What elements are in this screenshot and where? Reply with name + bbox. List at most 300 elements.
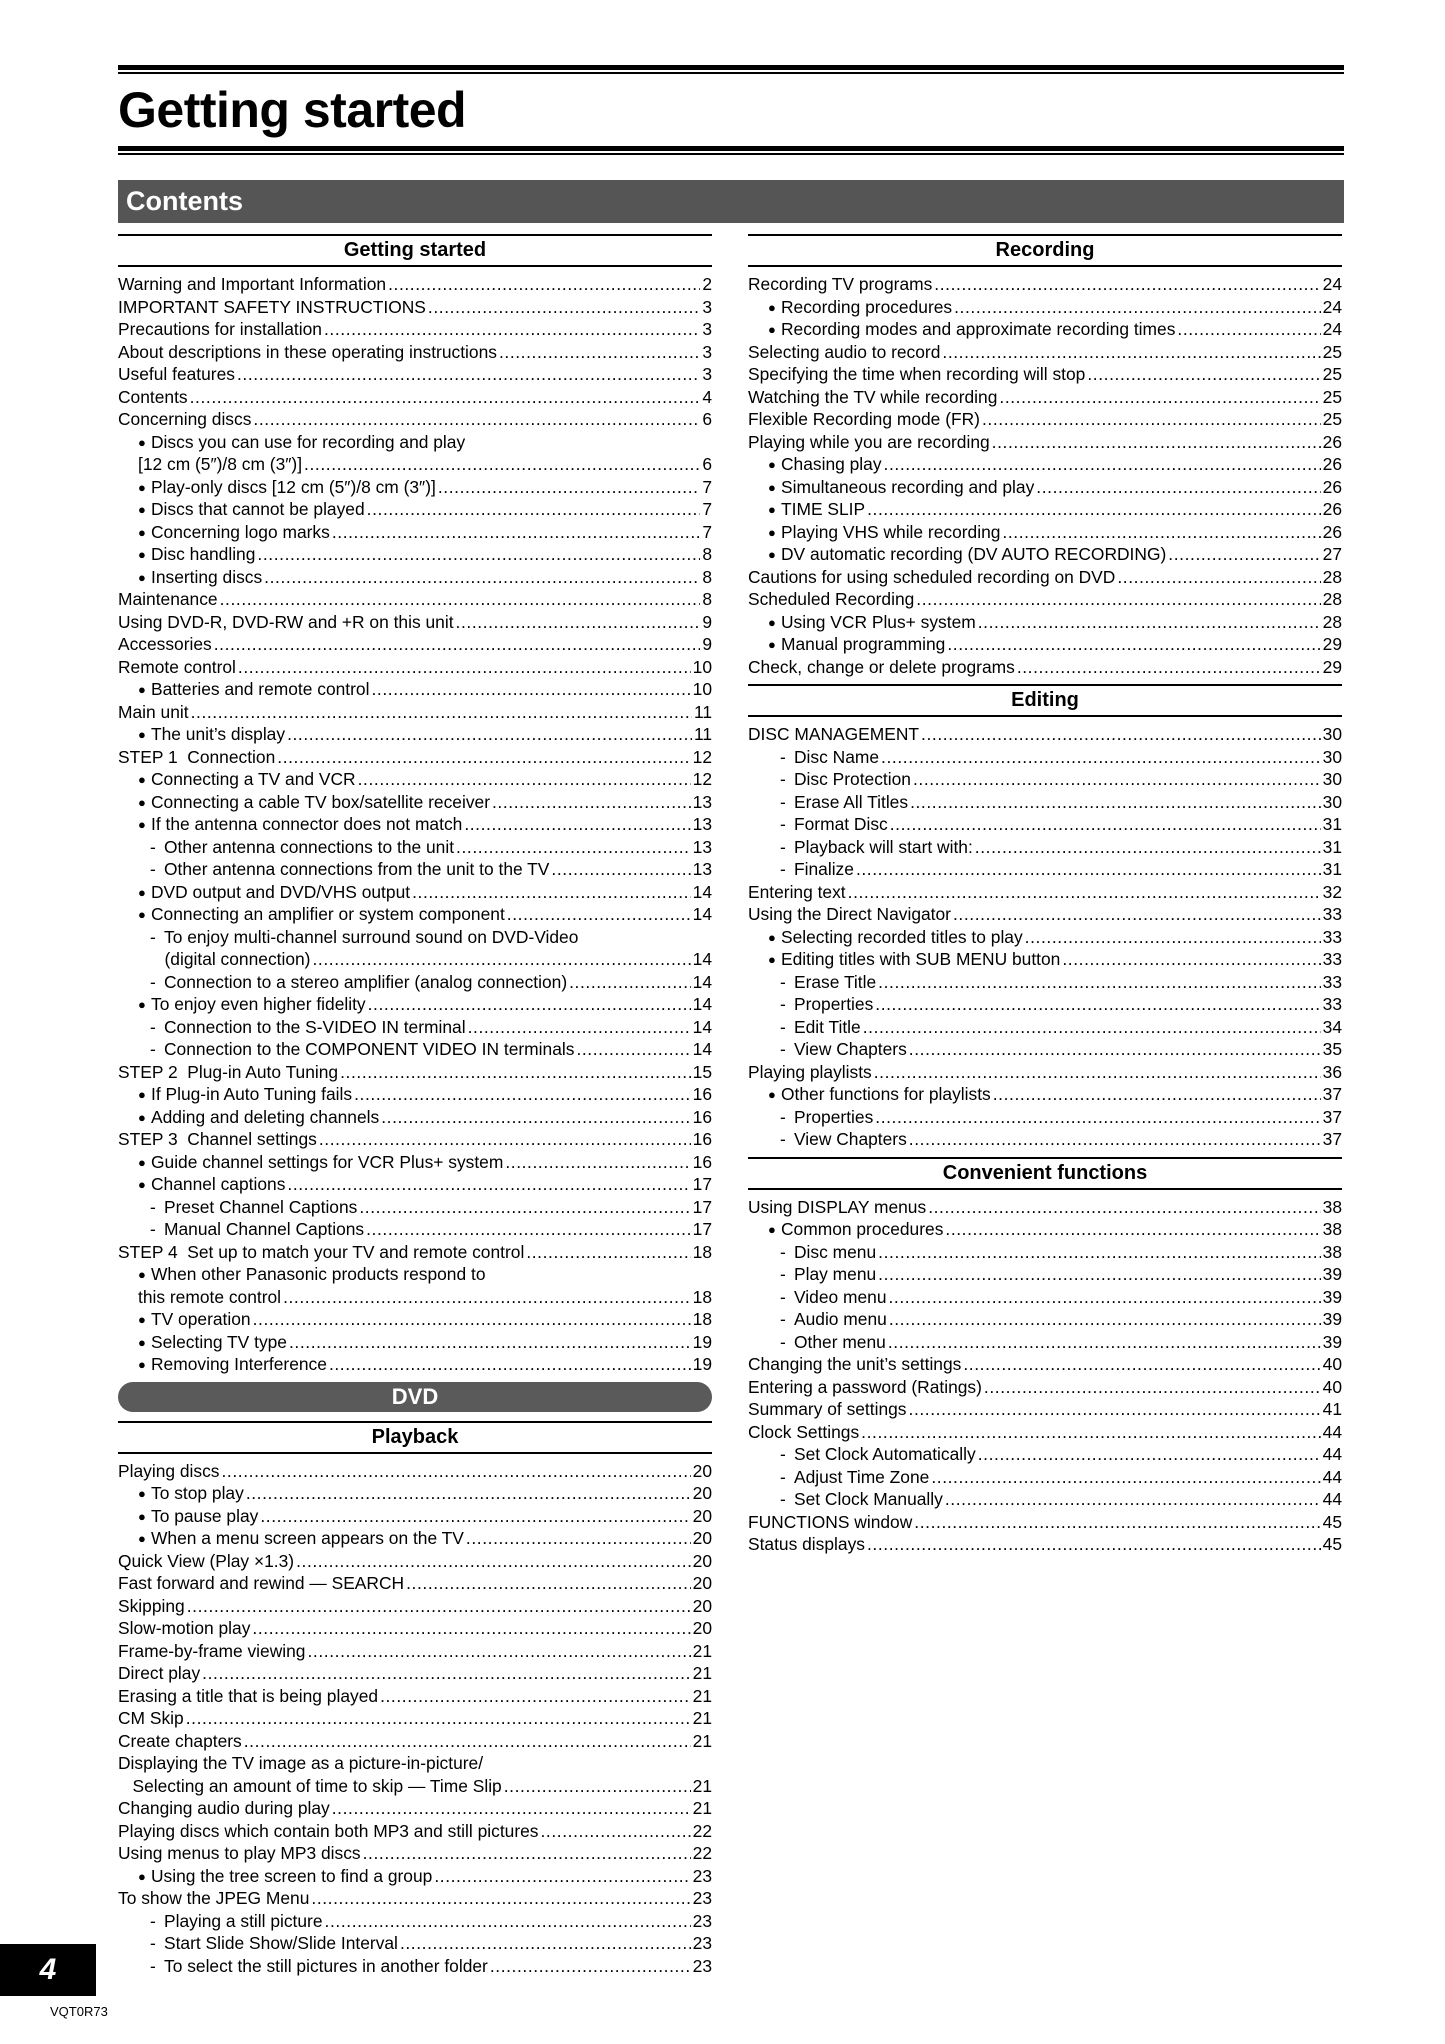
toc-entry-label xyxy=(138,431,465,455)
toc-entry-label xyxy=(748,1061,872,1084)
dot-leader xyxy=(569,971,691,994)
toc-entry xyxy=(118,431,712,454)
bullet-icon: ● xyxy=(768,479,776,495)
toc-entry-text: Entering a password (Ratings) xyxy=(748,1376,982,1397)
toc-page-number: 9 xyxy=(702,634,712,654)
toc-entry-label xyxy=(768,926,1023,950)
bullet-icon: ● xyxy=(138,997,146,1012)
toc-list xyxy=(118,273,712,1376)
toc-entry-text: To pause play xyxy=(151,1505,259,1526)
dot-leader xyxy=(1002,521,1320,544)
toc-entry xyxy=(118,1887,712,1910)
dot-leader xyxy=(354,1083,691,1106)
dot-leader xyxy=(874,1061,1321,1084)
dot-leader xyxy=(264,566,700,589)
toc-entry-text: Simultaneous recording and play xyxy=(781,476,1035,497)
toc-entry xyxy=(118,1955,712,1978)
dot-leader xyxy=(875,993,1320,1016)
toc-page-number: 16 xyxy=(692,1084,712,1104)
toc-entry xyxy=(118,1286,712,1309)
toc-entry-text: Set Clock Manually xyxy=(794,1489,943,1509)
toc-entry-label xyxy=(748,1353,961,1376)
toc-entry-label xyxy=(138,881,410,905)
toc-page-number: 40 xyxy=(1322,1354,1342,1374)
toc-entry-text: If the antenna connector does not match xyxy=(151,814,463,834)
toc-entry xyxy=(748,341,1342,364)
toc-page-number: 8 xyxy=(702,566,712,587)
dot-leader xyxy=(186,1707,691,1730)
toc-page-number: 30 xyxy=(1322,724,1342,744)
toc-entry xyxy=(748,903,1342,926)
toc-entry xyxy=(748,1533,1342,1556)
toc-entry xyxy=(118,341,712,364)
toc-page-number: 44 xyxy=(1322,1444,1342,1464)
dot-leader xyxy=(283,1286,691,1309)
toc-entry xyxy=(748,273,1342,296)
toc-entry-text: Entering text xyxy=(748,881,846,902)
dot-leader xyxy=(856,858,1321,881)
toc-entry-text: Channel captions xyxy=(151,1174,286,1194)
dot-leader xyxy=(1017,656,1321,679)
toc-entry-label xyxy=(138,1308,251,1332)
toc-entry xyxy=(748,993,1342,1016)
toc-entry-label xyxy=(118,1775,502,1798)
toc-page-number: 3 xyxy=(702,341,712,362)
toc-entry xyxy=(748,1016,1342,1039)
toc-entry-text: Adding and deleting channels xyxy=(151,1106,380,1127)
toc-page-number: 37 xyxy=(1322,1084,1342,1104)
toc-page-number: 11 xyxy=(693,701,712,722)
dash-icon: - xyxy=(780,994,786,1014)
toc-page-number: 10 xyxy=(692,679,712,699)
toc-entry xyxy=(118,386,712,409)
toc-page-number: 14 xyxy=(692,1039,712,1059)
toc-entry-label xyxy=(768,611,976,635)
dot-leader xyxy=(867,498,1321,521)
dot-leader xyxy=(244,1730,691,1753)
toc-entry-label xyxy=(150,1955,488,1978)
toc-entry xyxy=(748,1488,1342,1511)
dash-icon: - xyxy=(780,1129,786,1149)
toc-entry-label xyxy=(150,1196,357,1219)
dot-leader xyxy=(412,881,691,904)
toc-entry xyxy=(118,1685,712,1708)
dot-leader xyxy=(1168,543,1320,566)
toc-entry xyxy=(118,813,712,836)
toc-entry-label xyxy=(150,971,567,994)
dot-leader xyxy=(928,1196,1320,1219)
toc-entry-text: Playing a still picture xyxy=(164,1910,323,1931)
bullet-icon: ● xyxy=(768,299,776,315)
bullet-icon: ● xyxy=(138,569,146,585)
dot-leader xyxy=(252,1617,690,1640)
dot-leader xyxy=(340,1061,691,1084)
toc-page-number: 38 xyxy=(1322,1241,1342,1262)
toc-page-number: 2 xyxy=(702,274,712,294)
toc-entry-label xyxy=(780,1241,876,1264)
dvd-banner: DVD xyxy=(118,1382,712,1412)
toc-entry-text: Connecting a TV and VCR xyxy=(151,769,356,789)
toc-entry xyxy=(118,836,712,859)
dot-leader xyxy=(889,1286,1321,1309)
toc-page-number: 8 xyxy=(702,544,712,564)
bullet-icon: ● xyxy=(138,547,146,562)
toc-entry-text: Audio menu xyxy=(794,1309,887,1329)
toc-entry-label xyxy=(780,791,908,814)
toc-entry xyxy=(748,453,1342,476)
toc-entry-label xyxy=(118,633,212,656)
dot-leader xyxy=(260,1505,690,1528)
toc-entry xyxy=(748,656,1342,679)
dot-leader xyxy=(381,1106,690,1129)
dot-leader xyxy=(978,1443,1321,1466)
dot-leader xyxy=(504,1775,691,1798)
toc-entry-label xyxy=(138,498,365,522)
dot-leader xyxy=(875,1106,1320,1129)
toc-list xyxy=(748,1196,1342,1556)
toc-entry-label xyxy=(118,1685,378,1708)
toc-entry-text: Manual programming xyxy=(781,634,946,654)
toc-page-number: 33 xyxy=(1322,971,1342,992)
toc-page-number: 13 xyxy=(692,836,712,857)
toc-entry-label xyxy=(138,1527,464,1551)
toc-page-number: 45 xyxy=(1322,1511,1342,1532)
dot-leader xyxy=(945,1488,1321,1511)
toc-page-number: 44 xyxy=(1322,1489,1342,1509)
toc-page-number: 16 xyxy=(692,1151,712,1172)
dot-leader xyxy=(191,701,692,724)
toc-page-number: 3 xyxy=(702,364,712,384)
toc-entry-label xyxy=(748,273,932,296)
toc-entry xyxy=(748,836,1342,859)
dash-icon: - xyxy=(780,814,786,834)
dot-leader xyxy=(428,296,700,319)
dash-icon: - xyxy=(150,1039,156,1059)
toc-page-number: 28 xyxy=(1322,566,1342,587)
dash-icon: - xyxy=(780,1016,786,1037)
toc-entry-label xyxy=(118,1752,483,1775)
toc-page-number: 44 xyxy=(1322,1466,1342,1487)
toc-entry-text: Start Slide Show/Slide Interval xyxy=(164,1933,398,1953)
top-rule-thin xyxy=(118,72,1344,74)
toc-entry xyxy=(748,408,1342,431)
toc-entry-text: Flexible Recording mode (FR) xyxy=(748,409,980,429)
dot-leader xyxy=(311,1887,690,1910)
toc-entry-label xyxy=(118,1662,200,1685)
toc-page-number: 21 xyxy=(692,1775,712,1796)
toc-entry xyxy=(118,768,712,791)
toc-page-number: 35 xyxy=(1322,1039,1342,1059)
toc-entry-text: Using menus to play MP3 discs xyxy=(118,1843,361,1863)
dot-leader xyxy=(881,746,1321,769)
toc-entry-label xyxy=(150,1910,323,1933)
toc-entry xyxy=(748,611,1342,634)
bullet-icon: ● xyxy=(768,637,776,652)
dot-leader xyxy=(1025,926,1321,949)
contents-heading: Contents xyxy=(118,180,1344,223)
toc-page-number: 30 xyxy=(1322,746,1342,767)
toc-entry xyxy=(748,1511,1342,1534)
toc-page-number: 26 xyxy=(1322,454,1342,474)
toc-entry xyxy=(118,1550,712,1573)
dot-leader xyxy=(978,611,1321,634)
toc-entry xyxy=(118,948,712,971)
document-code: VQT0R73 xyxy=(50,2004,108,2019)
toc-entry-text: Remote control xyxy=(118,656,236,677)
bullet-icon: ● xyxy=(138,1109,146,1125)
toc-entry-label xyxy=(138,1151,503,1175)
toc-page-number: 37 xyxy=(1322,1106,1342,1127)
bullet-icon: ● xyxy=(768,952,776,967)
toc-entry-label xyxy=(138,1083,352,1107)
toc-entry-text: Recording TV programs xyxy=(748,274,933,294)
toc-entry-label xyxy=(138,791,490,815)
toc-entry xyxy=(118,791,712,814)
toc-entry-label xyxy=(118,1128,317,1151)
toc-entry-label xyxy=(118,1887,309,1910)
dot-leader xyxy=(1087,363,1320,386)
toc-entry-label xyxy=(768,498,865,522)
toc-entry xyxy=(118,993,712,1016)
toc-entry-text: Using the tree screen to find a group xyxy=(151,1865,433,1886)
dot-leader xyxy=(863,1016,1321,1039)
bullet-icon: ● xyxy=(138,1531,146,1546)
toc-page-number: 20 xyxy=(692,1528,712,1548)
dash-icon: - xyxy=(780,1286,786,1307)
toc-page-number: 21 xyxy=(692,1708,712,1728)
toc-entry-label xyxy=(768,633,945,657)
toc-entry-text: Other antenna connections from the unit to the TV xyxy=(164,859,550,879)
toc-entry-text: TIME SLIP xyxy=(781,499,866,519)
dot-leader xyxy=(358,768,691,791)
toc-entry-text: Concerning discs xyxy=(118,409,252,429)
bullet-icon: ● xyxy=(138,1312,146,1327)
toc-page-number: 23 xyxy=(692,1955,712,1976)
toc-entry-label xyxy=(138,1505,258,1529)
toc-entry-text: Specifying the time when recording will stop xyxy=(748,364,1086,384)
toc-entry-label xyxy=(138,543,255,567)
dot-leader xyxy=(1036,476,1320,499)
dot-leader xyxy=(287,723,692,746)
dot-leader xyxy=(257,543,700,566)
toc-entry-label xyxy=(748,881,846,904)
toc-entry-text: Other functions for playlists xyxy=(781,1084,991,1104)
toc-page-number: 20 xyxy=(692,1595,712,1616)
toc-entry-label xyxy=(768,521,1000,545)
toc-entry-text: Concerning logo marks xyxy=(151,521,330,542)
toc-entry xyxy=(748,431,1342,454)
toc-entry-label xyxy=(780,1488,943,1511)
toc-entry-text: To enjoy even higher fidelity xyxy=(151,994,366,1014)
toc-page-number: 37 xyxy=(1322,1129,1342,1149)
toc-entry xyxy=(118,1128,712,1151)
toc-entry xyxy=(118,453,712,476)
toc-entry xyxy=(748,1376,1342,1399)
toc-entry-label xyxy=(138,1482,244,1506)
toc-entry xyxy=(748,498,1342,521)
dash-icon: - xyxy=(780,836,786,857)
toc-page-number: 22 xyxy=(692,1820,712,1841)
toc-page-number: 11 xyxy=(693,724,712,744)
toc-entry-label xyxy=(138,1263,486,1287)
toc-page-number: 40 xyxy=(1322,1376,1342,1397)
dot-leader xyxy=(214,633,701,656)
toc-entry xyxy=(748,386,1342,409)
toc-entry xyxy=(748,1218,1342,1241)
toc-entry xyxy=(748,813,1342,836)
dot-leader xyxy=(400,1932,691,1955)
toc-entry-text: Scheduled Recording xyxy=(748,589,915,609)
toc-entry-text: Erase All Titles xyxy=(794,791,909,812)
toc-page-number: 9 xyxy=(702,611,712,632)
toc-entry-text: Playing discs xyxy=(118,1460,220,1481)
toc-page-number: 15 xyxy=(692,1061,712,1082)
toc-entry-text: Playing playlists xyxy=(748,1061,872,1082)
dot-leader xyxy=(492,791,691,814)
toc-entry xyxy=(748,1443,1342,1466)
toc-page-number: 14 xyxy=(692,881,712,902)
toc-page-number: 19 xyxy=(692,1354,712,1374)
dot-leader xyxy=(1117,566,1320,589)
dot-leader xyxy=(187,1595,691,1618)
toc-entry-text: Selecting audio to record xyxy=(748,341,941,362)
dot-leader xyxy=(884,453,1321,476)
toc-entry xyxy=(748,1421,1342,1444)
dot-leader xyxy=(466,1527,691,1550)
dot-leader xyxy=(490,1955,691,1978)
toc-entry-label xyxy=(138,813,462,837)
page-title: Getting started xyxy=(118,82,467,138)
toc-entry xyxy=(118,1308,712,1331)
toc-entry-label xyxy=(780,1106,873,1129)
toc-entry xyxy=(118,858,712,881)
dot-leader xyxy=(999,386,1320,409)
dot-leader xyxy=(888,1331,1321,1354)
toc-entry xyxy=(118,1640,712,1663)
toc-entry xyxy=(748,1196,1342,1219)
toc-entry-text: Adjust Time Zone xyxy=(794,1466,930,1487)
dot-leader xyxy=(359,1196,690,1219)
dash-icon: - xyxy=(780,859,786,879)
toc-page-number: 28 xyxy=(1322,589,1342,609)
dash-icon: - xyxy=(780,971,786,992)
toc-entry xyxy=(748,363,1342,386)
toc-entry xyxy=(118,656,712,679)
toc-page-number: 33 xyxy=(1322,904,1342,924)
toc-page-number: 33 xyxy=(1322,994,1342,1014)
toc-entry-text: Properties xyxy=(794,994,874,1014)
dash-icon: - xyxy=(780,1106,786,1127)
toc-entry-label xyxy=(138,521,330,545)
toc-page-number: 33 xyxy=(1322,949,1342,969)
toc-entry-label xyxy=(780,1016,861,1039)
toc-entry-label xyxy=(118,1842,361,1865)
toc-entry-text: Erasing a title that is being played xyxy=(118,1685,379,1706)
dot-leader xyxy=(878,1241,1321,1264)
dot-leader xyxy=(975,836,1321,859)
toc-entry-label xyxy=(118,1730,242,1753)
toc-entry-text: Manual Channel Captions xyxy=(164,1219,365,1239)
toc-entry-label xyxy=(118,588,218,611)
bullet-icon: ● xyxy=(138,682,146,697)
toc-page-number: 24 xyxy=(1322,274,1342,294)
toc-entry-label xyxy=(118,318,322,341)
title-rule-thin xyxy=(118,153,1344,155)
toc-entry xyxy=(118,543,712,566)
toc-page-number: 10 xyxy=(692,656,712,677)
toc-entry xyxy=(118,363,712,386)
toc-entry-text: Disc Name xyxy=(794,746,880,767)
toc-entry-label xyxy=(118,1707,184,1730)
dot-leader xyxy=(253,1308,691,1331)
dash-icon: - xyxy=(780,769,786,789)
toc-entry-text: Useful features xyxy=(118,364,235,384)
toc-page-number: 25 xyxy=(1322,341,1342,362)
toc-entry-label xyxy=(768,318,1175,342)
toc-entry-label xyxy=(118,1595,185,1618)
dot-leader xyxy=(890,813,1321,836)
toc-entry-text: Using the Direct Navigator xyxy=(748,904,951,924)
toc-page-number: 6 xyxy=(702,409,712,429)
toc-page-number: 34 xyxy=(1322,1016,1342,1037)
dot-leader xyxy=(380,1685,691,1708)
toc-entry xyxy=(748,633,1342,656)
bullet-icon: ● xyxy=(138,1357,146,1372)
toc-entry-text: Using DVD-R, DVD-RW and +R on this unit xyxy=(118,611,454,632)
toc-entry-label xyxy=(780,1331,886,1354)
toc-entry xyxy=(748,1241,1342,1264)
toc-entry xyxy=(118,1151,712,1174)
toc-page-number: 18 xyxy=(692,1309,712,1329)
toc-entry-text: Discs that cannot be played xyxy=(151,499,365,519)
toc-page-number: 31 xyxy=(1322,814,1342,834)
toc-entry-label xyxy=(138,1331,287,1355)
toc-entry-label xyxy=(138,678,369,702)
toc-entry-label xyxy=(138,903,505,927)
toc-entry-text: Slow-motion play xyxy=(118,1618,251,1638)
toc-entry-label xyxy=(768,948,1060,972)
toc-entry xyxy=(118,318,712,341)
bullet-icon: ● xyxy=(768,524,776,540)
toc-page-number: 23 xyxy=(692,1933,712,1953)
toc-entry-text: Changing the unit’s settings xyxy=(748,1354,962,1374)
dot-leader xyxy=(551,858,690,881)
bullet-icon: ● xyxy=(768,322,776,337)
toc-entry-label xyxy=(150,1218,364,1241)
toc-entry xyxy=(748,1263,1342,1286)
toc-page-number: 26 xyxy=(1322,499,1342,519)
toc-page-number: 14 xyxy=(692,949,712,969)
toc-entry-text: IMPORTANT SAFETY INSTRUCTIONS xyxy=(118,296,426,317)
toc-page-number: 30 xyxy=(1322,769,1342,789)
toc-entry-text: Connection to the S-VIDEO IN terminal xyxy=(164,1016,466,1037)
toc-entry-text: STEP 3 Channel settings xyxy=(118,1129,317,1149)
bullet-icon: ● xyxy=(138,1177,146,1192)
toc-entry-text: Maintenance xyxy=(118,589,218,609)
toc-entry xyxy=(118,296,712,319)
toc-entry-text: Summary of settings xyxy=(748,1399,907,1419)
toc-entry-text: FUNCTIONS window xyxy=(748,1511,913,1532)
toc-page-number: 22 xyxy=(692,1843,712,1863)
bullet-icon: ● xyxy=(138,524,146,540)
toc-entry-text: Common procedures xyxy=(781,1219,944,1239)
dot-leader xyxy=(237,363,700,386)
bullet-icon: ● xyxy=(138,1334,146,1350)
toc-entry xyxy=(118,1730,712,1753)
dot-leader xyxy=(1062,948,1320,971)
dot-leader xyxy=(289,1331,691,1354)
toc-entry xyxy=(118,1218,712,1241)
